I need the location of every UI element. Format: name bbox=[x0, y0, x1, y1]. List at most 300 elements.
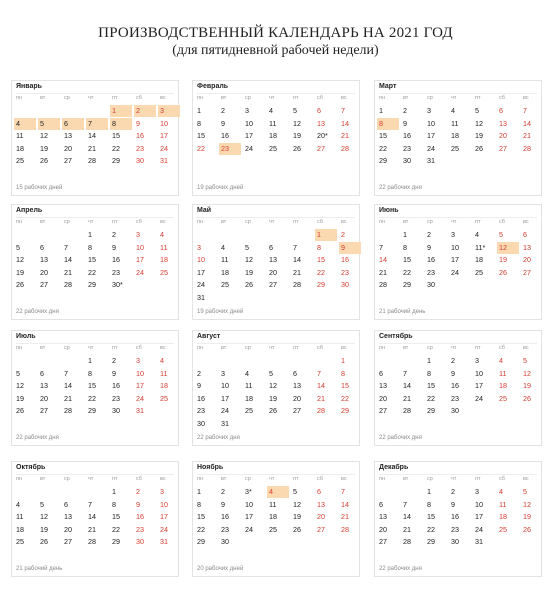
month-card bbox=[11, 330, 179, 446]
weekday-header: вт bbox=[40, 219, 46, 225]
day-cell: 6 bbox=[379, 499, 383, 509]
weekday-header: вс bbox=[341, 95, 347, 101]
day-cell: 7 bbox=[403, 499, 407, 509]
day-cell: 10 bbox=[475, 499, 483, 509]
day-cell: 17 bbox=[427, 131, 435, 141]
month-divider bbox=[197, 343, 355, 344]
weekday-header: сб bbox=[136, 95, 142, 101]
weekday-header: вс bbox=[160, 219, 166, 225]
day-cell: 4 bbox=[16, 499, 20, 509]
day-cell: 7 bbox=[341, 106, 345, 115]
day-cell: 31 bbox=[197, 293, 205, 302]
day-cell: 3 bbox=[136, 356, 140, 365]
day-cell: 22 bbox=[197, 524, 205, 534]
day-cell: 8 bbox=[427, 499, 431, 509]
day-cell: 19 bbox=[293, 512, 301, 522]
day-cell: 15 bbox=[317, 255, 325, 265]
day-cell: 30 bbox=[197, 419, 205, 428]
day-cell: 9 bbox=[136, 499, 140, 509]
day-cell: 19 bbox=[523, 512, 531, 522]
day-cell: 24 bbox=[221, 406, 229, 416]
day-cell: 18 bbox=[451, 131, 459, 141]
day-cell: 5 bbox=[293, 487, 297, 496]
day-cell: 18 bbox=[160, 381, 168, 391]
month-divider bbox=[16, 343, 174, 344]
day-cell: 15 bbox=[112, 131, 120, 141]
day-cell: 17 bbox=[160, 512, 168, 522]
weekday-header: ср bbox=[427, 476, 433, 482]
working-days-count: 22 рабочих дня bbox=[197, 435, 240, 441]
day-cell: 23 bbox=[341, 267, 349, 277]
weekday-header: сб bbox=[499, 476, 505, 482]
day-cell: 7 bbox=[88, 499, 92, 509]
month-divider bbox=[379, 474, 537, 475]
day-cell: 19 bbox=[40, 143, 48, 153]
day-cell: 7 bbox=[341, 487, 345, 496]
day-cell: 24 bbox=[197, 280, 205, 290]
day-cell: 6 bbox=[64, 499, 68, 509]
weekday-header: чт bbox=[88, 95, 94, 101]
day-cell: 22 bbox=[197, 143, 205, 153]
weekday-header: ср bbox=[64, 219, 70, 225]
day-cell: 13 bbox=[523, 242, 531, 252]
working-days-count: 20 рабочих дней bbox=[197, 566, 244, 572]
day-cell: 7 bbox=[86, 118, 108, 130]
day-cell: 16 bbox=[136, 131, 144, 141]
day-cell: 3 bbox=[427, 106, 431, 115]
month-name: Октябрь bbox=[16, 464, 46, 471]
day-cell: 9 bbox=[451, 368, 455, 378]
day-cell: 28 bbox=[64, 280, 72, 290]
weekday-header: вт bbox=[403, 345, 409, 351]
day-cell: 13 bbox=[379, 381, 387, 391]
day-cell: 15 bbox=[341, 381, 349, 391]
day-cell: 6 bbox=[269, 242, 273, 252]
day-cell: 16 bbox=[221, 512, 229, 522]
day-cell: 14 bbox=[64, 255, 72, 265]
day-cell: 4 bbox=[245, 368, 249, 378]
day-cell: 24 bbox=[245, 143, 253, 153]
day-cell: 21 bbox=[403, 393, 411, 403]
day-cell: 6 bbox=[293, 368, 297, 378]
day-cell: 31 bbox=[221, 419, 229, 428]
day-cell: 18 bbox=[475, 255, 483, 265]
day-cell: 17 bbox=[197, 267, 205, 277]
day-cell: 20 bbox=[40, 267, 48, 277]
day-cell: 14 bbox=[341, 118, 349, 128]
weekday-header: пт bbox=[293, 345, 299, 351]
day-cell: 11 bbox=[160, 368, 168, 378]
day-cell: 20 bbox=[64, 143, 72, 153]
day-cell: 23 bbox=[219, 143, 241, 155]
day-cell: 12 bbox=[293, 499, 301, 509]
day-cell: 13 bbox=[269, 255, 277, 265]
day-cell: 17 bbox=[475, 381, 483, 391]
day-cell: 8 bbox=[427, 368, 431, 378]
day-cell: 6 bbox=[62, 118, 84, 130]
day-cell: 8 bbox=[403, 242, 407, 252]
working-days-count: 21 рабочий день bbox=[16, 566, 63, 572]
day-cell: 15 bbox=[427, 381, 435, 391]
day-cell: 5 bbox=[523, 487, 527, 496]
day-cell: 25 bbox=[269, 143, 277, 153]
day-cell: 2 bbox=[221, 106, 225, 115]
day-cell: 27 bbox=[64, 537, 72, 547]
day-cell: 26 bbox=[523, 393, 531, 403]
day-cell: 8 bbox=[317, 242, 321, 252]
day-cell: 9 bbox=[451, 499, 455, 509]
day-cell: 7 bbox=[64, 242, 68, 252]
weekday-header: чт bbox=[451, 476, 457, 482]
day-cell: 21 bbox=[88, 524, 96, 534]
day-cell: 12 bbox=[523, 499, 531, 509]
day-cell: 1 bbox=[427, 356, 431, 365]
day-cell: 17 bbox=[475, 512, 483, 522]
weekday-header: вт bbox=[221, 219, 227, 225]
day-cell: 25 bbox=[475, 267, 483, 277]
day-cell: 31 bbox=[427, 156, 435, 166]
day-cell: 22 bbox=[88, 393, 96, 403]
day-cell: 3 bbox=[475, 356, 479, 365]
weekday-header: ср bbox=[245, 95, 251, 101]
weekday-header: вс bbox=[341, 345, 347, 351]
day-cell: 9 bbox=[136, 118, 140, 128]
day-cell: 7 bbox=[523, 106, 527, 115]
day-cell: 21 bbox=[317, 393, 325, 403]
day-cell: 4 bbox=[451, 106, 455, 115]
day-cell: 12 bbox=[497, 242, 519, 254]
day-cell: 25 bbox=[16, 537, 24, 547]
day-cell: 12 bbox=[475, 118, 483, 128]
day-cell: 23 bbox=[136, 143, 144, 153]
weekday-header: пн bbox=[197, 95, 204, 101]
day-cell: 23 bbox=[451, 524, 459, 534]
day-cell: 2 bbox=[136, 487, 140, 496]
day-cell: 8 bbox=[197, 118, 201, 128]
day-cell: 10 bbox=[136, 368, 144, 378]
day-cell: 3 bbox=[245, 106, 249, 115]
day-cell: 9 bbox=[427, 242, 431, 252]
day-cell: 22 bbox=[427, 524, 435, 534]
day-cell: 18 bbox=[499, 512, 507, 522]
day-cell: 2 bbox=[197, 368, 201, 378]
day-cell: 18 bbox=[269, 512, 277, 522]
day-cell: 29 bbox=[403, 280, 411, 290]
weekday-header: пт bbox=[293, 219, 299, 225]
day-cell: 13 bbox=[293, 381, 301, 391]
day-cell: 31 bbox=[475, 537, 483, 547]
day-cell: 28 bbox=[88, 156, 96, 166]
day-cell: 25 bbox=[160, 267, 168, 277]
day-cell: 9 bbox=[221, 499, 225, 509]
weekday-header: сб bbox=[499, 345, 505, 351]
day-cell: 21 bbox=[379, 267, 387, 277]
day-cell: 28 bbox=[317, 406, 325, 416]
day-cell: 29 bbox=[427, 537, 435, 547]
day-cell: 1 bbox=[88, 356, 92, 365]
day-cell: 31 bbox=[160, 537, 168, 547]
day-cell: 20 bbox=[269, 267, 277, 277]
day-cell: 27 bbox=[523, 267, 531, 277]
day-cell: 8 bbox=[88, 368, 92, 378]
day-cell: 25 bbox=[245, 406, 253, 416]
day-cell: 15 bbox=[427, 512, 435, 522]
day-cell: 21 bbox=[523, 131, 531, 141]
weekday-header: чт bbox=[88, 219, 94, 225]
day-cell: 26 bbox=[16, 406, 24, 416]
day-cell: 19 bbox=[245, 267, 253, 277]
weekday-header: вт bbox=[40, 345, 46, 351]
day-cell: 2 bbox=[112, 356, 116, 365]
day-cell: 20 bbox=[499, 131, 507, 141]
day-cell: 23 bbox=[451, 393, 459, 403]
day-cell: 2 bbox=[221, 487, 225, 496]
month-card bbox=[374, 461, 542, 577]
day-cell: 26 bbox=[293, 524, 301, 534]
day-cell: 24 bbox=[475, 393, 483, 403]
day-cell: 19 bbox=[523, 381, 531, 391]
working-days-count: 19 рабочих дней bbox=[197, 309, 244, 315]
day-cell: 14 bbox=[523, 118, 531, 128]
day-cell: 16 bbox=[427, 255, 435, 265]
working-days-count: 22 рабочих дня bbox=[379, 566, 422, 572]
day-cell: 24 bbox=[136, 267, 144, 277]
day-cell: 14 bbox=[341, 499, 349, 509]
month-divider bbox=[197, 217, 355, 218]
day-cell: 16 bbox=[112, 381, 120, 391]
day-cell: 25 bbox=[16, 156, 24, 166]
day-cell: 29 bbox=[88, 280, 96, 290]
weekday-header: пн bbox=[197, 476, 204, 482]
day-cell: 1 bbox=[427, 487, 431, 496]
month-card bbox=[11, 80, 179, 196]
day-cell: 8 bbox=[377, 118, 399, 130]
day-cell: 24 bbox=[451, 267, 459, 277]
day-cell: 21 bbox=[88, 143, 96, 153]
day-cell: 16 bbox=[341, 255, 349, 265]
weekday-header: вт bbox=[403, 476, 409, 482]
day-cell: 30 bbox=[451, 537, 459, 547]
day-cell: 5 bbox=[269, 368, 273, 378]
day-cell: 21 bbox=[341, 512, 349, 522]
day-cell: 1 bbox=[88, 230, 92, 239]
weekday-header: чт bbox=[269, 95, 275, 101]
day-cell: 5 bbox=[16, 242, 20, 252]
day-cell: 7 bbox=[403, 368, 407, 378]
day-cell: 24 bbox=[245, 524, 253, 534]
day-cell: 28 bbox=[403, 406, 411, 416]
day-cell: 13 bbox=[64, 131, 72, 141]
day-cell: 10 bbox=[136, 242, 144, 252]
day-cell: 15 bbox=[197, 512, 205, 522]
day-cell: 6 bbox=[317, 487, 321, 496]
day-cell: 29 bbox=[88, 406, 96, 416]
day-cell: 25 bbox=[499, 393, 507, 403]
weekday-header: пт bbox=[112, 476, 118, 482]
weekday-header: ср bbox=[427, 345, 433, 351]
day-cell: 6 bbox=[40, 368, 44, 378]
day-cell: 6 bbox=[40, 242, 44, 252]
day-cell: 10 bbox=[197, 255, 205, 265]
day-cell: 8 bbox=[341, 368, 345, 378]
weekday-header: сб bbox=[136, 345, 142, 351]
weekday-header: ср bbox=[64, 476, 70, 482]
day-cell: 29 bbox=[341, 406, 349, 416]
day-cell: 10 bbox=[245, 499, 253, 509]
day-cell: 30 bbox=[136, 156, 144, 166]
day-cell: 16 bbox=[451, 512, 459, 522]
day-cell: 4 bbox=[267, 486, 289, 498]
day-cell: 4 bbox=[160, 230, 164, 239]
day-cell: 10 bbox=[245, 118, 253, 128]
page-title: ПРОИЗВОДСТВЕННЫЙ КАЛЕНДАРЬ НА 2021 ГОД bbox=[98, 25, 453, 41]
day-cell: 20 bbox=[40, 393, 48, 403]
day-cell: 12 bbox=[269, 381, 277, 391]
day-cell: 21 bbox=[64, 267, 72, 277]
day-cell: 5 bbox=[293, 106, 297, 115]
day-cell: 25 bbox=[269, 524, 277, 534]
day-cell: 14 bbox=[88, 131, 96, 141]
day-cell: 9 bbox=[197, 381, 201, 391]
day-cell: 6 bbox=[499, 106, 503, 115]
day-cell: 22 bbox=[427, 393, 435, 403]
month-card bbox=[374, 80, 542, 196]
weekday-header: вс bbox=[160, 476, 166, 482]
day-cell: 25 bbox=[499, 524, 507, 534]
day-cell: 27 bbox=[269, 280, 277, 290]
month-divider bbox=[379, 343, 537, 344]
day-cell: 13 bbox=[499, 118, 507, 128]
day-cell: 10 bbox=[160, 499, 168, 509]
day-cell: 29 bbox=[379, 156, 387, 166]
day-cell: 30 bbox=[221, 537, 229, 547]
day-cell: 17 bbox=[245, 131, 253, 141]
day-cell: 16 bbox=[112, 255, 120, 265]
weekday-header: пн bbox=[197, 345, 204, 351]
weekday-header: вс bbox=[341, 219, 347, 225]
day-cell: 1 bbox=[110, 105, 132, 117]
day-cell: 26 bbox=[293, 143, 301, 153]
day-cell: 23 bbox=[112, 267, 120, 277]
day-cell: 2 bbox=[134, 105, 156, 117]
working-days-count: 22 рабочих дня bbox=[16, 435, 59, 441]
day-cell: 21 bbox=[341, 131, 349, 141]
month-name: Июнь bbox=[379, 207, 399, 214]
day-cell: 10 bbox=[451, 242, 459, 252]
month-divider bbox=[197, 474, 355, 475]
day-cell: 11 bbox=[499, 368, 507, 378]
weekday-header: вт bbox=[403, 95, 409, 101]
day-cell: 18 bbox=[160, 255, 168, 265]
weekday-header: ср bbox=[245, 345, 251, 351]
day-cell: 13 bbox=[40, 255, 48, 265]
weekday-header: чт bbox=[269, 219, 275, 225]
day-cell: 13 bbox=[317, 499, 325, 509]
day-cell: 1 bbox=[197, 487, 201, 496]
day-cell: 2 bbox=[451, 356, 455, 365]
weekday-header: ср bbox=[64, 95, 70, 101]
working-days-count: 22 рабочих дня bbox=[379, 185, 422, 191]
day-cell: 23 bbox=[427, 267, 435, 277]
day-cell: 20 bbox=[379, 524, 387, 534]
day-cell: 10 bbox=[160, 118, 168, 128]
month-divider bbox=[16, 217, 174, 218]
month-name: Апрель bbox=[16, 207, 43, 214]
month-divider bbox=[379, 93, 537, 94]
day-cell: 20 bbox=[523, 255, 531, 265]
weekday-header: сб bbox=[136, 219, 142, 225]
weekday-header: чт bbox=[88, 345, 94, 351]
day-cell: 19 bbox=[16, 267, 24, 277]
day-cell: 18 bbox=[16, 143, 24, 153]
weekday-header: чт bbox=[451, 345, 457, 351]
weekday-header: пн bbox=[379, 345, 386, 351]
day-cell: 11* bbox=[475, 242, 486, 252]
day-cell: 30 bbox=[341, 280, 349, 290]
day-cell: 27 bbox=[317, 143, 325, 153]
day-cell: 19 bbox=[40, 524, 48, 534]
day-cell: 30 bbox=[427, 280, 435, 290]
day-cell: 18 bbox=[245, 393, 253, 403]
day-cell: 11 bbox=[499, 499, 507, 509]
day-cell: 30 bbox=[136, 537, 144, 547]
day-cell: 19 bbox=[269, 393, 277, 403]
day-cell: 27 bbox=[40, 406, 48, 416]
day-cell: 20 bbox=[379, 393, 387, 403]
day-cell: 21 bbox=[293, 267, 301, 277]
day-cell: 13 bbox=[379, 512, 387, 522]
day-cell: 8 bbox=[112, 499, 116, 509]
month-name: Август bbox=[197, 333, 221, 340]
day-cell: 27 bbox=[293, 406, 301, 416]
day-cell: 30 bbox=[403, 156, 411, 166]
day-cell: 19 bbox=[16, 393, 24, 403]
day-cell: 1 bbox=[197, 106, 201, 115]
day-cell: 13 bbox=[317, 118, 325, 128]
day-cell: 18 bbox=[269, 131, 277, 141]
day-cell: 18 bbox=[499, 381, 507, 391]
month-divider bbox=[16, 93, 174, 94]
month-name: Январь bbox=[16, 83, 42, 90]
day-cell: 1 bbox=[403, 230, 407, 239]
weekday-header: сб bbox=[499, 95, 505, 101]
month-card bbox=[374, 204, 542, 320]
day-cell: 28 bbox=[523, 143, 531, 153]
day-cell: 5 bbox=[523, 356, 527, 365]
day-cell: 22 bbox=[112, 143, 120, 153]
day-cell: 11 bbox=[451, 118, 459, 128]
day-cell: 4 bbox=[499, 356, 503, 365]
day-cell: 22 bbox=[379, 143, 387, 153]
weekday-header: вт bbox=[40, 476, 46, 482]
weekday-header: чт bbox=[451, 95, 457, 101]
day-cell: 1 bbox=[379, 106, 383, 115]
day-cell: 4 bbox=[269, 106, 273, 115]
weekday-header: пн bbox=[379, 476, 386, 482]
day-cell: 17 bbox=[136, 255, 144, 265]
day-cell: 17 bbox=[451, 255, 459, 265]
day-cell: 2 bbox=[112, 230, 116, 239]
weekday-header: ср bbox=[427, 219, 433, 225]
day-cell: 3 bbox=[221, 368, 225, 378]
day-cell: 2 bbox=[341, 230, 345, 239]
month-card bbox=[374, 330, 542, 446]
day-cell: 9 bbox=[112, 242, 116, 252]
day-cell: 1 bbox=[112, 487, 116, 496]
day-cell: 9 bbox=[112, 368, 116, 378]
day-cell: 3* bbox=[245, 487, 252, 496]
day-cell: 4 bbox=[499, 487, 503, 496]
